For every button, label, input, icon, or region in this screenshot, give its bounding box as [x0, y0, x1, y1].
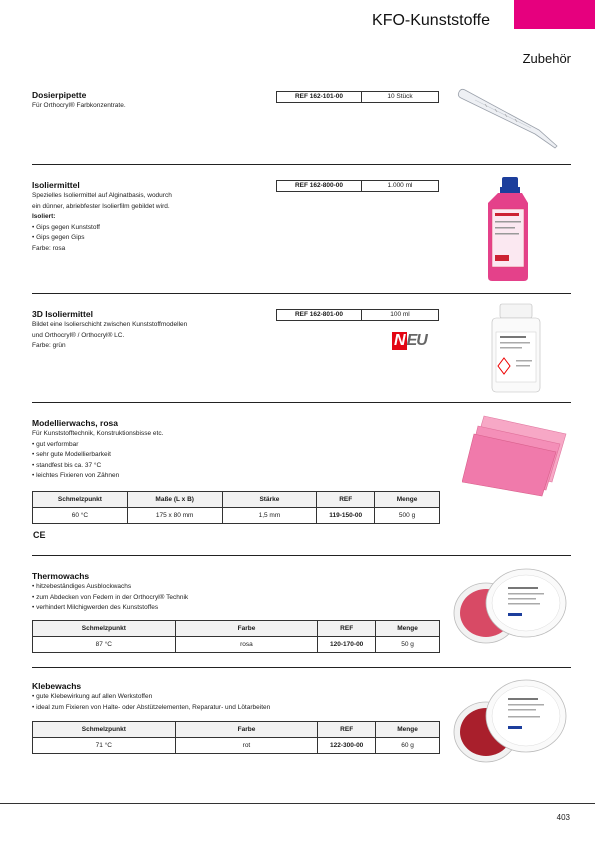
page-title: KFO-Kunststoffe [372, 12, 490, 29]
product-description: • hitzebeständiges Ausblockwachs • zum Abdecken von Federn in der Orthocryl® Technik • verhindert Milchigwerden des Kunststoffes [32, 583, 189, 611]
spec-table: Schmelzpunkt Farbe REF Menge 87 °C rosa 120-170-00 50 g [32, 620, 440, 653]
ref-box [276, 180, 439, 192]
ref-box [276, 309, 439, 321]
product-description: Für Kunststofftechnik, Konstruktionsbisse etc. • gut verformbar • sehr gute Modellierbarkeit • standfest bis ca. 37 °C • leichtes Fixieren von Zähnen [32, 430, 164, 479]
quantity: 10 Stück [387, 93, 413, 100]
product-title: 3D Isoliermittel [32, 309, 93, 319]
product-description: Für Orthocryl® Farbkonzentrate. [32, 102, 126, 109]
new-badge: N EU [394, 332, 427, 349]
quantity: 100 ml [390, 311, 410, 318]
white-bottle-image [486, 302, 546, 394]
section-divider [32, 164, 571, 165]
ref-number: REF 162-101-00 [277, 92, 362, 102]
page-number: 403 [556, 813, 570, 822]
quantity: 1.000 ml [387, 182, 413, 189]
ce-mark: CE [33, 530, 46, 540]
pink-bottle-image [484, 175, 536, 283]
footer-rule [0, 803, 595, 804]
section-divider [32, 293, 571, 294]
spec-table: Schmelzpunkt Maße (L x B) Stärke REF Menge 60 °C 175 x 80 mm 1,5 mm 119-150-00 500 g [32, 491, 440, 524]
product-title: Modellierwachs, rosa [32, 418, 118, 428]
wax-tin-image [452, 676, 570, 766]
product-description: Spezielles Isoliermittel auf Alginatbasis, wodurch ein dünner, abriebfester Isolierfilm gebildet wird. Isoliert: • Gips gegen Kunststoff • Gips gegen Gips Farbe: rosa [32, 192, 172, 252]
product-title: Isoliermittel [32, 180, 80, 190]
spec-table: Schmelzpunkt Farbe REF Menge 71 °C rot 122-300-00 60 g [32, 721, 440, 754]
ref-number: REF 162-800-00 [277, 181, 362, 191]
section-divider [32, 402, 571, 403]
magenta-tab [514, 0, 595, 29]
wax-tin-image [452, 565, 570, 649]
product-description: Bildet eine Isolierschicht zwischen Kunststoffmodellen und Orthocryl® / Orthocryl® LC. Farbe: grün [32, 321, 188, 349]
pipette-image [455, 86, 565, 152]
wax-sheets-image [462, 412, 572, 498]
section-name: Zubehör [522, 51, 571, 66]
product-description: • gute Klebewirkung auf allen Werkstoffen • ideal zum Fixieren von Halte- oder Abstützelementen, Reparatur- und Lötarbeiten [32, 693, 271, 711]
product-title: Klebewachs [32, 681, 82, 691]
product-title: Dosierpipette [32, 90, 87, 100]
ref-box [276, 91, 439, 103]
section-divider [32, 667, 571, 668]
ref-number: REF 162-801-00 [277, 310, 362, 320]
section-divider [32, 555, 571, 556]
product-title: Thermowachs [32, 571, 90, 581]
